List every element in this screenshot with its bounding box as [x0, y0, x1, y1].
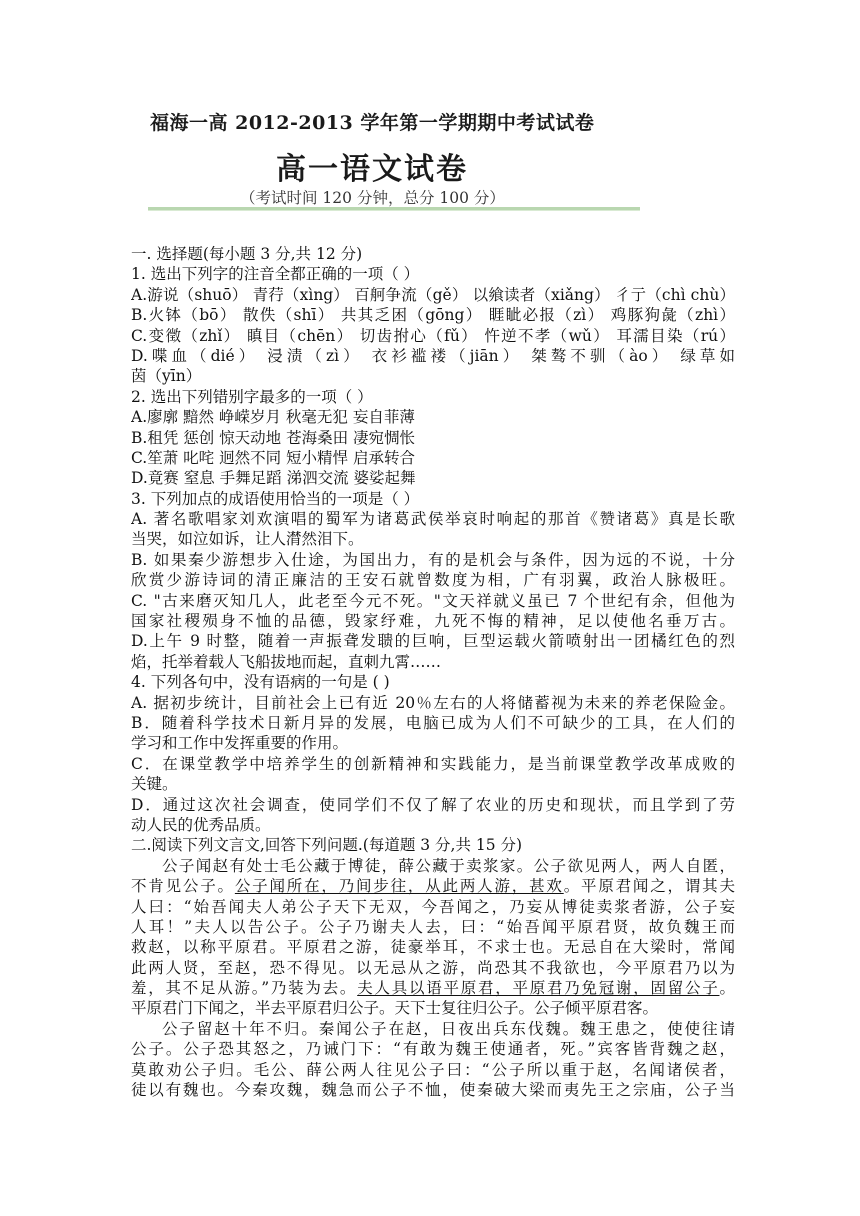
underlined-passage-sentence: 夫人具以语平原君，平原君乃免冠谢，固留公子 — [357, 979, 720, 998]
option-line: B.租凭 惩创 惊天动地 苍海桑田 凄宛惆怅 — [131, 428, 416, 447]
passage-line: 公子闻赵有处士毛公藏于博徒，薛公藏于卖浆家。公子欲见两人，两人自匿， — [162, 856, 735, 875]
school-exam-title: 福海一高 2012-2013 学年第一学期期中考试试卷 — [150, 112, 595, 134]
exam-body — [131, 244, 735, 1100]
question-stem: 2. 选出下列错别字最多的一项（ ） — [131, 387, 373, 406]
passage-line: 人耳！”夫人以告公子。公子乃谢夫人去，曰：“始吾闻平原君贤，故负魏王而 — [131, 917, 735, 936]
passage-text: 。平原君闻之，谓其夫 — [563, 877, 735, 896]
passage-text: 羞，其不足从游。”乃装为去。 — [131, 979, 358, 998]
option-line: 关键。 — [131, 775, 178, 794]
option-line: B．随着科学技术日新月异的发展，电脑已成为人们不可缺少的工具，在人们的 — [131, 713, 735, 732]
option-line: A. 据初步统计，目前社会上已有近 20％左右的人将储蓄视为未来的养老保险金。 — [131, 693, 735, 712]
option-line: C．在课堂教学中培养学生的创新精神和实践能力，是当前课堂教学改革成败的 — [131, 754, 735, 773]
option-line: D．通过这次社会调查，使同学们不仅了解了农业的历史和现状，而且学到了劳 — [131, 795, 735, 814]
option-line: A.廖廓 黯然 峥嵘岁月 秋毫无犯 妄自菲薄 — [131, 408, 415, 427]
option-line: C. "古来磨灭知几人，此老至今元不死。"文天祥就义虽已 7 个世纪有余，但他为 — [131, 591, 735, 610]
option-line: A. 著名歌唱家刘欢演唱的蜀军为诸葛武侯举哀时响起的那首《赞诸葛》真是长歌 — [131, 510, 735, 529]
question-stem: 3. 下列加点的成语使用恰当的一项是（ ） — [131, 489, 420, 508]
section-heading: 一. 选择题(每小题 3 分,共 12 分) — [131, 245, 363, 263]
option-line: C.笙萧 叱咤 迥然不同 短小精悍 启承转合 — [131, 448, 415, 467]
option-line: D.上午 9 时整，随着一声振聋发聩的巨响，巨型运载火箭喷射出一团橘红色的烈 — [131, 632, 735, 651]
section-heading: 二.阅读下列文言文,回答下列问题.(每道题 3 分,共 15 分) — [131, 836, 523, 855]
passage-line: 莫敢劝公子归。毛公、薛公两人往见公子曰：“公子所以重于赵，名闻诸侯者， — [131, 1060, 735, 1079]
option-line: C.变徵（zhǐ） 瞋目（chēn） 切齿拊心（fǔ） 忤逆不孝（wǔ） 耳濡目染（rú） — [131, 326, 735, 345]
option-line: B. 如果秦少游想步入仕途，为国出力，有的是机会与条件，因为远的不说，十分 — [131, 550, 735, 569]
passage-line — [131, 876, 735, 896]
option-line: D.喋血（dié） 浸渍（zì） 衣衫褴褛（jiān） 桀骜不驯（ào） 绿草如 — [131, 346, 735, 365]
exam-time-score-info: （考试时间 120 分钟，总分 100 分） — [240, 189, 505, 207]
question-stem: 4. 下列各句中，没有语病的一句是 ( ) — [131, 673, 390, 692]
passage-line: 平原君门下闻之，半去平原君归公子。天下士复往归公子。公子倾平原君客。 — [131, 999, 659, 1018]
option-line: 当哭，如泣如诉，让人潸然泪下。 — [131, 530, 364, 549]
option-line: 焰，托举着载人飞船拔地而起，直刺九霄…… — [131, 652, 442, 671]
option-line: 动人民的优秀品质。 — [131, 815, 271, 834]
passage-line: 人曰：“始吾闻夫人弟公子天下无双，今吾闻之，乃妄从博徒卖浆者游，公子妄 — [131, 897, 735, 916]
passage-line: 公子。公子恐其怒之，乃诫门下：“有敢为魏王使通者，死。”宾客皆背魏之赵， — [131, 1040, 735, 1059]
question-stem: 1. 选出下列字的注音全都正确的一项（ ） — [131, 265, 420, 284]
option-line: 学习和工作中发挥重要的作用。 — [131, 734, 349, 753]
option-line: 国家社稷殒身不恤的品德，毁家纾难，九死不悔的精神，足以使他名垂万古。 — [131, 612, 735, 631]
option-line: B.火钵（bō） 散佚（shī） 共其乏困（gōng） 睚眦必报（zì） 鸡豚狗彘（zhì） — [131, 306, 735, 325]
passage-line: 此两人贤，至赵，恐不得见。以无忌从之游，尚恐其不我欲也，今平原君乃以为 — [131, 958, 735, 977]
option-line: A.游说（shuō） 青荇（xìng） 百舸争流（gě） 以飨读者（xiǎng） 彳亍（chì chù） — [131, 285, 735, 304]
paper-title: 高一语文试卷 — [276, 152, 468, 187]
header-divider — [148, 207, 640, 211]
option-line: D.竟赛 窒息 手舞足蹈 涕泗交流 婆娑起舞 — [131, 469, 416, 488]
passage-line: 徒以有魏也。今秦攻魏，魏急而公子不恤，使秦破大梁而夷先王之宗庙，公子当 — [131, 1081, 735, 1100]
underlined-passage-sentence: 公子闻所在，乃间步往，从此两人游，甚欢 — [234, 877, 564, 896]
option-line: 欣赏少游诗词的清正廉洁的王安石就曾数度为相，广有羽翼，政治人脉极旺。 — [131, 571, 735, 590]
passage-text: 不肯见公子。 — [131, 877, 235, 896]
passage-line: 救赵，以称平原君。平原君之游，徒豪举耳，不求士也。无忌自在大梁时，常闻 — [131, 938, 735, 957]
passage-line: 公子留赵十年不归。秦闻公子在赵，日夜出兵东伐魏。魏王患之，使使往请 — [162, 1019, 735, 1038]
option-line: 茵（yīn） — [131, 367, 202, 386]
passage-line — [131, 978, 735, 998]
passage-text: 。 — [719, 979, 735, 998]
